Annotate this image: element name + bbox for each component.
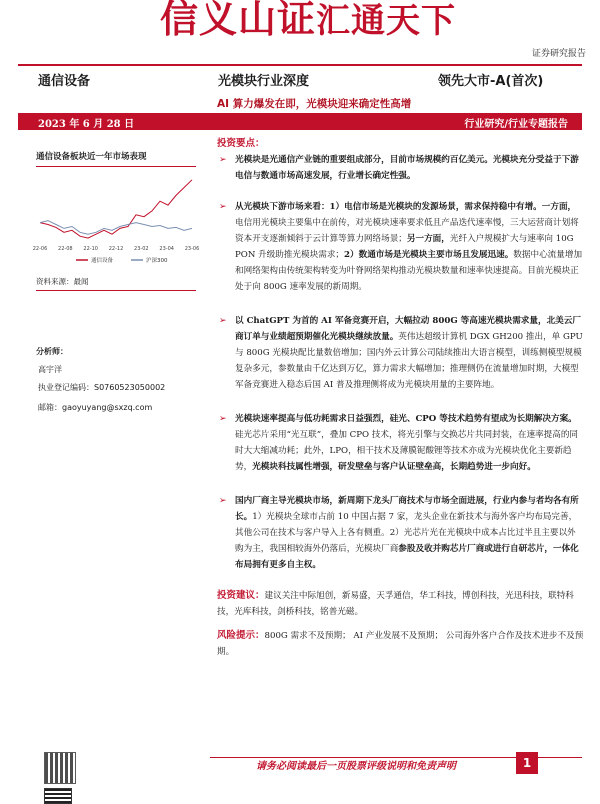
x-tick-label: 23-06	[184, 246, 200, 252]
investment-advice	[217, 588, 584, 620]
point-2-bold-2: 另一方面，	[406, 234, 450, 244]
point-3-text: 英伟达超级计算机 DGX GH200 推出，单 GPU 与 800G 光模块配比量数倍增加；国内外云计算公司陆续推出大语言模型，训练侧模型规模复杂多元，参数量由千亿达到万亿，算力需求大幅增加；推理侧仍在流量增加时期，大模型军备竞赛进入稳态后国 AI 普及推理侧将成为光模块用量的主要阵地。	[235, 332, 583, 390]
bullet-arrow-icon: ➢	[219, 316, 227, 326]
chart-top-rule	[36, 166, 196, 167]
analyst-email[interactable]: 邮箱：gaoyuyang@sxzq.com	[38, 403, 153, 412]
x-tick-label: 23-02	[134, 246, 149, 252]
bullet-arrow-icon: ➢	[219, 202, 227, 212]
point-5-bold: 国内厂商主导光模块市场，新周期下龙头厂商技术与市场全面进展，行业内参与者均各有所长。	[235, 496, 579, 522]
invest-heading: 投资要点：	[217, 138, 265, 149]
chart-bottom-rule	[36, 290, 196, 291]
x-tick-label: 22-06	[32, 246, 48, 252]
series-line-0	[40, 180, 192, 238]
report-type: 光模块行业深度	[218, 74, 310, 89]
point-3	[217, 313, 584, 393]
main-content	[217, 136, 584, 660]
bullet-arrow-icon: ➢	[219, 496, 227, 506]
point-4-text: 硅光芯片采用“光互联”，叠加 CPO 技术，将光引擎与交换芯片共同封装，在速率提高的同时大大缩减功耗；此外，LPO，相干技术及薄膜铌酸锂等技术亦成为光模块优化主要新趋势，	[235, 430, 579, 472]
industry-name: 通信设备	[38, 74, 91, 89]
report-kind: 证券研究报告	[531, 49, 586, 59]
chart-title: 通信设备板块近一年市场表现	[36, 152, 147, 162]
qr-code	[44, 752, 76, 784]
brand-logo	[160, 0, 456, 44]
logo-text-1: 信义山证	[160, 0, 317, 41]
report-category: 行业研究/行业专题报告	[464, 119, 568, 130]
point-2-text-3: 数据中心流量增加和网络架构由传统架构转变为叶脊网络架构推动光模块数量和速率快速提高。目前光模块正处于向 800G 速率发展的新周期。	[235, 250, 583, 292]
report-subtitle: AI 算力爆发在即，光模块迎来确定性高增	[217, 98, 412, 110]
risk-text: 800G 需求不及预期； AI 产业发展不及预期； 公司海外客户合作及技术进步不及预期。	[217, 631, 584, 657]
point-2-text-2: 光纤入户规模扩大与速率向 10G PON 升级助推光模块需求；	[235, 234, 574, 260]
advice-text: 建议关注中际旭创，新易盛，天孚通信，华工科技，博创科技，光迅科技，联特科技，光库科技，剑桥科技，铭普光磁。	[217, 591, 574, 617]
point-2-text: 电信用光模块主要集中在前传，对光模块速率要求低且产品迭代速率慢，三大运营商计划将资本开支逐渐倾斜于云计算等算力网络场景；	[235, 218, 579, 244]
logo-text-2: 汇通天下	[316, 1, 457, 41]
bullet-arrow-icon: ➢	[219, 155, 227, 165]
chart-source: 资料来源：最闻	[36, 277, 89, 286]
point-5-bold-2: 参股及收并购芯片厂商或进行自研芯片，一体化布局拥有更多自主权。	[235, 544, 579, 570]
x-tick-label: 23-04	[159, 246, 174, 252]
point-3-bold: 以 ChatGPT 为首的 AI 军备竞赛开启，大幅拉动 800G 等高速光模块需求量，北美云厂商订单与业绩超预期催化光模块继续放量。	[235, 316, 581, 342]
point-5	[217, 493, 584, 573]
risk-warning	[217, 628, 584, 660]
advice-label: 投资建议：	[217, 590, 265, 601]
x-tick-label: 22-10	[83, 246, 98, 252]
report-date: 2023 年 6 月 28 日	[38, 119, 135, 130]
qr-code-small	[44, 788, 72, 804]
date-band	[18, 113, 582, 130]
point-2	[217, 199, 584, 295]
point-2-bold: 从光模块下游市场来看：1）电信市场是光模块的发源场景，需求保持稳中有增。一方面，	[235, 202, 577, 212]
header-divider	[18, 64, 582, 66]
x-tick-label: 22-12	[108, 246, 124, 252]
performance-chart	[32, 170, 200, 270]
rating: 领先大市-A(首次)	[438, 74, 544, 89]
point-4-bold: 光模块速率提高与低功耗需求日益强烈，硅光、CPO 等技术趋势有望成为长期解决方案。	[235, 414, 577, 424]
bullet-arrow-icon: ➢	[219, 414, 227, 424]
legend-label: 沪深300	[146, 258, 168, 264]
x-tick-label: 22-08	[58, 246, 73, 252]
point-1-text: 光模块是光通信产业链的重要组成部分，目前市场规模约百亿美元。光模块充分受益于下游电信与数通市场高速发展，行业增长确定性强。	[235, 155, 579, 181]
point-1	[217, 152, 584, 184]
point-2-bold-3: 2）数通市场是光模块主要市场且发展迅速。	[344, 250, 514, 260]
analyst-name: 高宇洋	[38, 365, 62, 374]
point-4-bold-2: 光模块科技属性增强，研发壁垒与客户认证壁垒高，长期趋势进一步向好。	[252, 462, 536, 472]
analyst-label: 分析师：	[36, 347, 68, 356]
point-5-text: 1）光模块全球市占前 10 中国占据 7 家，龙头企业在新技术与海外客户均布局完善，其他公司在技术与客户导入上各有侧重。2）光芯片光在光模块中成本占比过半且主要以外购为主，我国相较海外仍落后，光模块厂商	[235, 512, 578, 554]
series-line-1	[40, 221, 192, 235]
analyst-registration: 执业登记编码：S0760523050002	[38, 383, 166, 392]
risk-label: 风险提示：	[217, 630, 265, 641]
point-4	[217, 411, 584, 475]
footer-disclaimer: 请务必阅读最后一页股票评级说明和免责声明	[256, 761, 456, 772]
legend-label: 通信设备	[91, 258, 114, 264]
page-number: 1	[516, 752, 538, 774]
